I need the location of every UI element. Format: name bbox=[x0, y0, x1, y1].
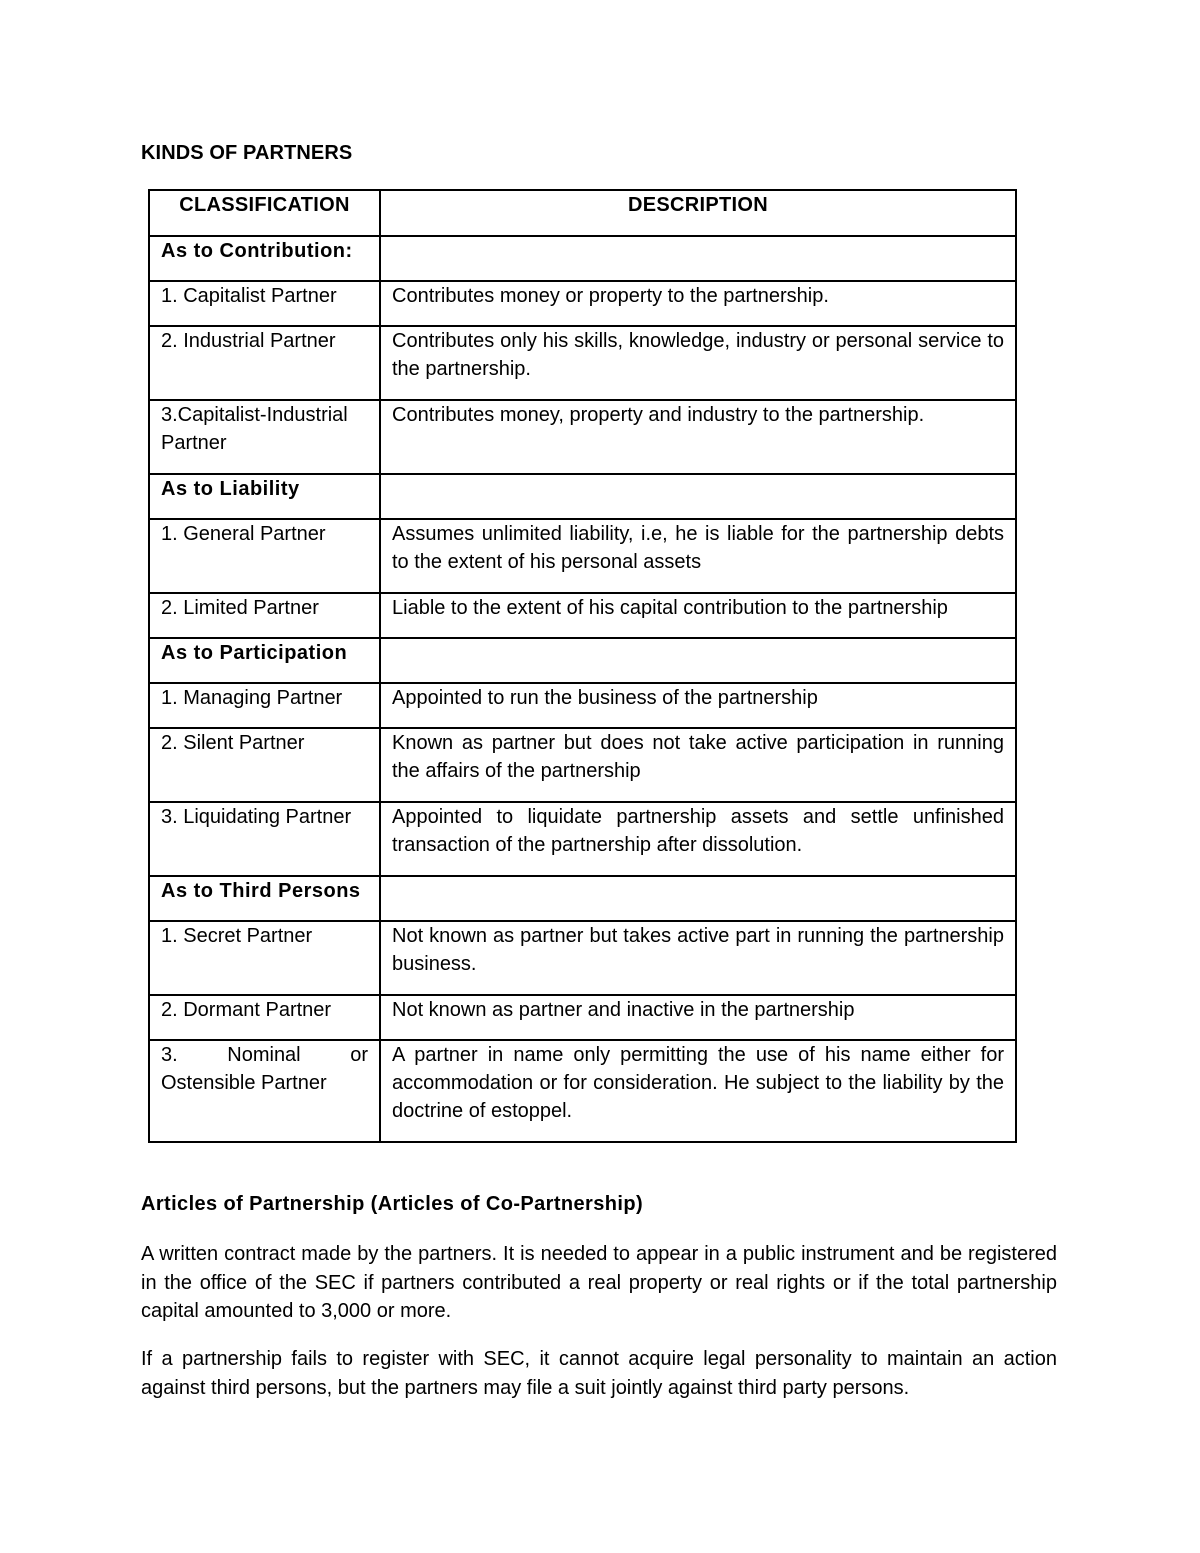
classification-cell: 3. Liquidating Partner bbox=[149, 802, 380, 876]
classification-cell: 2. Limited Partner bbox=[149, 593, 380, 638]
description-cell: Not known as partner and inactive in the partnership bbox=[380, 995, 1016, 1040]
classification-cell: 2. Silent Partner bbox=[149, 728, 380, 802]
table-row bbox=[149, 593, 1016, 638]
description-cell: Not known as partner but takes active part in running the partnership business. bbox=[380, 921, 1016, 995]
table-row bbox=[149, 683, 1016, 728]
classification-cell: 1. General Partner bbox=[149, 519, 380, 593]
table-row bbox=[149, 519, 1016, 593]
description-cell: Appointed to liquidate partnership assets and settle unfinished transaction of the partnership after dissolution. bbox=[380, 802, 1016, 876]
description-cell: A partner in name only permitting the use of his name either for accommodation or for consideration. He subject to the liability by the doctrine of estoppel. bbox=[380, 1040, 1016, 1142]
group-row-participation bbox=[149, 638, 1016, 683]
description-cell: Known as partner but does not take active participation in running the affairs of the partnership bbox=[380, 728, 1016, 802]
table-row bbox=[149, 802, 1016, 876]
classification-cell: 1. Capitalist Partner bbox=[149, 281, 380, 326]
group-empty-cell bbox=[380, 876, 1016, 921]
group-empty-cell bbox=[380, 236, 1016, 281]
table-row bbox=[149, 995, 1016, 1040]
table-row bbox=[149, 281, 1016, 326]
column-header-classification: CLASSIFICATION bbox=[149, 190, 380, 236]
description-cell: Liable to the extent of his capital contribution to the partnership bbox=[380, 593, 1016, 638]
group-empty-cell bbox=[380, 474, 1016, 519]
table-row bbox=[149, 1040, 1016, 1142]
table-row bbox=[149, 728, 1016, 802]
group-label: As to Third Persons bbox=[149, 876, 380, 921]
group-label: As to Participation bbox=[149, 638, 380, 683]
paragraph-articles-definition: A written contract made by the partners. It is needed to appear in a public instrument and be registered in the office of the SEC if partners contributed a real property or real rights or if the total partnership capital amounted to 3,000 or more. bbox=[141, 1243, 1057, 1322]
classification-cell: 1. Secret Partner bbox=[149, 921, 380, 995]
group-label: As to Liability bbox=[149, 474, 380, 519]
table-row bbox=[149, 326, 1016, 400]
classification-cell: 3.Capitalist-Industrial Partner bbox=[149, 400, 380, 474]
description-cell: Contributes only his skills, knowledge, industry or personal service to the partnership. bbox=[380, 326, 1016, 400]
classification-cell: 3. Nominal or Ostensible Partner bbox=[149, 1040, 380, 1142]
section-heading: Articles of Partnership (Articles of Co-Partnership) bbox=[141, 1193, 644, 1215]
description-cell: Assumes unlimited liability, i.e, he is liable for the partnership debts to the extent of his personal assets bbox=[380, 519, 1016, 593]
group-label: As to Contribution: bbox=[149, 236, 380, 281]
group-row-contribution bbox=[149, 236, 1016, 281]
group-row-third-persons bbox=[149, 876, 1016, 921]
group-row-liability bbox=[149, 474, 1016, 519]
table-row bbox=[149, 921, 1016, 995]
page-title: KINDS OF PARTNERS bbox=[141, 142, 353, 164]
table-row bbox=[149, 400, 1016, 474]
classification-cell: 2. Industrial Partner bbox=[149, 326, 380, 400]
description-cell: Contributes money, property and industry to the partnership. bbox=[380, 400, 1016, 474]
table-header-row bbox=[149, 190, 1016, 236]
group-empty-cell bbox=[380, 638, 1016, 683]
column-header-description: DESCRIPTION bbox=[380, 190, 1016, 236]
description-cell: Appointed to run the business of the partnership bbox=[380, 683, 1016, 728]
description-cell: Contributes money or property to the partnership. bbox=[380, 281, 1016, 326]
classification-cell: 1. Managing Partner bbox=[149, 683, 380, 728]
paragraph-registration-effect: If a partnership fails to register with SEC, it cannot acquire legal personality to maintain an action against third persons, but the partners may file a suit jointly against third party persons. bbox=[141, 1348, 1057, 1399]
classification-cell: 2. Dormant Partner bbox=[149, 995, 380, 1040]
kinds-of-partners-table bbox=[148, 189, 1017, 1143]
